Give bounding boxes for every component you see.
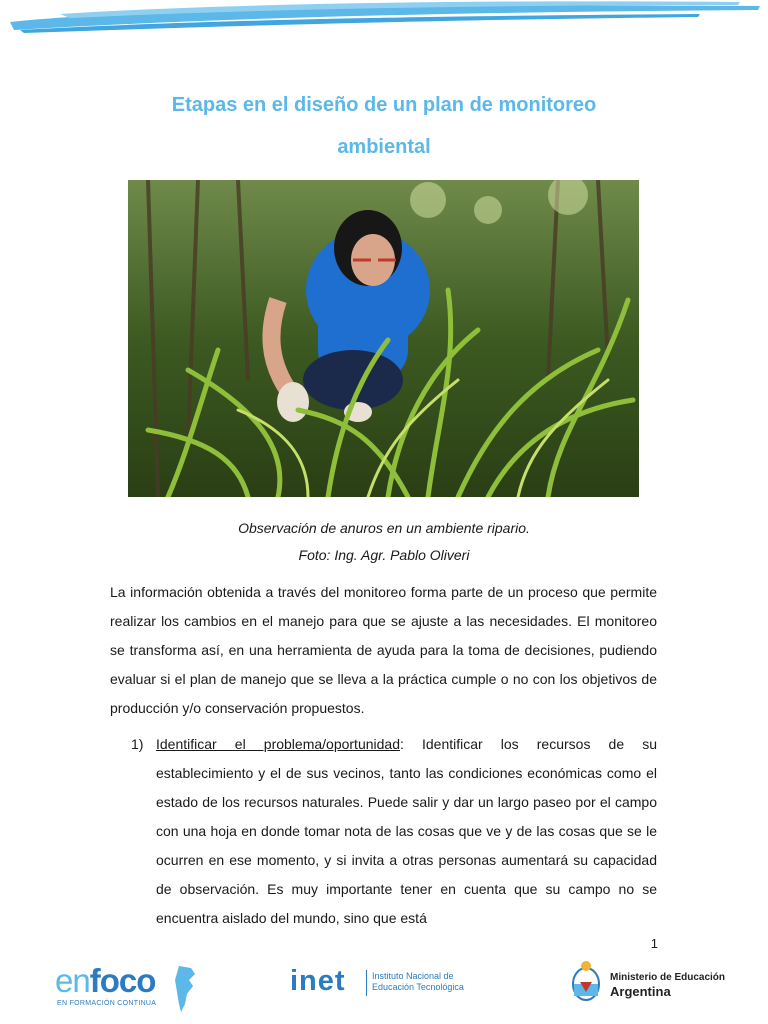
- title-line-1: Etapas en el diseño de un plan de monitoreo: [171, 94, 597, 116]
- enfoco-subtitle: EN FORMACIÓN CONTINUA: [57, 1000, 157, 1007]
- caption-line-1: Observación de anuros en un ambiente ripario.: [238, 520, 530, 536]
- inet-divider: [366, 970, 367, 996]
- body-paragraph: La información obtenida a través del monitoreo forma parte de un proceso que permite realizar los cambios en el manejo para que se ajuste a las necesidades. El monitoreo se transforma así, en una herramienta de ayuda para la toma de decisiones, pudiendo evaluar si el plan de manejo que se lleva a la práctica cumple o no con los objetivos de producción y/o conservación propuestos.: [110, 584, 657, 716]
- top-banner-decoration: [0, 0, 768, 40]
- ministerio-country: Argentina: [610, 984, 671, 999]
- inet-wordmark: inet: [290, 965, 346, 997]
- enfoco-wordmark: enfoco: [55, 962, 156, 999]
- page-title: [110, 84, 658, 168]
- photo-caption: [110, 515, 658, 569]
- ministerio-name: Ministerio de Educación: [610, 972, 726, 983]
- inet-subtitle: Instituto Nacional de Educación Tecnológica: [372, 971, 464, 992]
- argentina-map-icon: [171, 964, 199, 1014]
- list-item-text: : Identificar los recursos de su establecimiento y el de sus vecinos, tanto las condiciones económicas como el estado de los recursos naturales. Puede salir y dar un largo paseo por el campo con una hoja en donde tomar nota de las cosas que ve y de las cosas que se le ocurren en ese momento, y si invita a otras personas aumentará su capacidad de observación. Es muy importante tener en cuenta que su campo no se encuentra aislado del mundo, sino que está: [156, 736, 657, 926]
- ministerio-logo: [570, 960, 730, 1010]
- list-item: [110, 730, 657, 933]
- national-seal-icon: [570, 960, 602, 1004]
- list-item-number: 1): [131, 736, 144, 752]
- caption-line-2: Foto: Ing. Agr. Pablo Oliveri: [298, 547, 470, 563]
- page-number: 1: [650, 936, 658, 951]
- field-photo: [128, 180, 639, 497]
- enfoco-logo: [55, 962, 205, 1018]
- list-item-heading: Identificar el problema/oportunidad: [156, 736, 400, 752]
- inet-logo: [290, 965, 490, 1005]
- title-line-2: ambiental: [337, 136, 431, 158]
- steps-list: [110, 730, 657, 933]
